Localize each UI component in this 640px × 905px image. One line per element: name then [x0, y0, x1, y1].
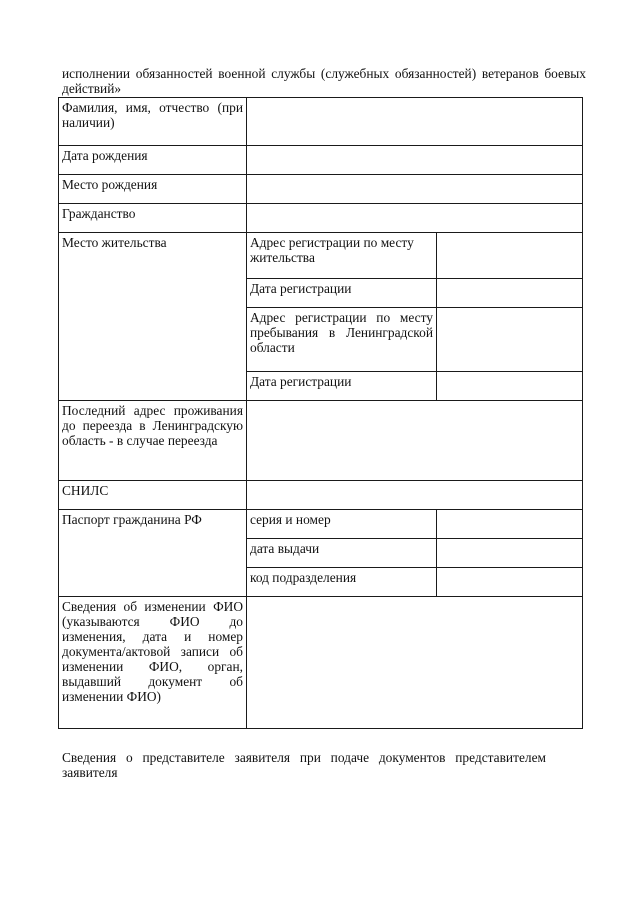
citizenship-label: Гражданство: [59, 204, 247, 233]
snils-label: СНИЛС: [59, 481, 247, 510]
stay-date-label: Дата регистрации: [247, 372, 437, 401]
applicant-info-table: [58, 97, 583, 729]
table-row: [59, 401, 583, 481]
passport-issue-date-label: дата выдачи: [247, 539, 437, 568]
passport-series-label: серия и номер: [247, 510, 437, 539]
stay-date-field[interactable]: [437, 372, 583, 401]
full-name-field[interactable]: [247, 98, 583, 146]
passport-division-label: код подразделения: [247, 568, 437, 597]
residence-label: Место жительства: [59, 233, 247, 401]
birth-place-field[interactable]: [247, 175, 583, 204]
snils-field[interactable]: [247, 481, 583, 510]
stay-address-field[interactable]: [437, 308, 583, 372]
intro-text: исполнении обязанностей военной службы (служебных обязанностей) ветеранов боевых действий»: [62, 66, 586, 96]
stay-address-label: Адрес регистрации по месту пребывания в Ленинградской области: [247, 308, 437, 372]
table-row: [59, 510, 583, 539]
registration-date-label: Дата регистрации: [247, 279, 437, 308]
table-row: [59, 597, 583, 729]
passport-series-field[interactable]: [437, 510, 583, 539]
birth-place-label: Место рождения: [59, 175, 247, 204]
representative-heading: Сведения о представителе заявителя при подаче документов представителем заявителя: [62, 750, 546, 780]
table-row: [59, 233, 583, 279]
table-row: [59, 146, 583, 175]
passport-issue-date-field[interactable]: [437, 539, 583, 568]
registration-address-field[interactable]: [437, 233, 583, 279]
passport-label: Паспорт гражданина РФ: [59, 510, 247, 597]
table-row: [59, 204, 583, 233]
table-row: [59, 175, 583, 204]
last-address-label: Последний адрес проживания до переезда в Ленинградскую область - в случае переезда: [59, 401, 247, 481]
name-change-field[interactable]: [247, 597, 583, 729]
table-row: [59, 98, 583, 146]
citizenship-field[interactable]: [247, 204, 583, 233]
registration-date-field[interactable]: [437, 279, 583, 308]
last-address-field[interactable]: [247, 401, 583, 481]
birth-date-label: Дата рождения: [59, 146, 247, 175]
name-change-label: Сведения об изменении ФИО (указываются ФИО до изменения, дата и номер документа/актовой записи об изменении ФИО, орган, выдавший документ об изменении ФИО): [59, 597, 247, 729]
registration-address-label: Адрес регистрации по месту жительства: [247, 233, 437, 279]
table-row: [59, 481, 583, 510]
passport-division-field[interactable]: [437, 568, 583, 597]
birth-date-field[interactable]: [247, 146, 583, 175]
full-name-label: Фамилия, имя, отчество (при наличии): [59, 98, 247, 146]
